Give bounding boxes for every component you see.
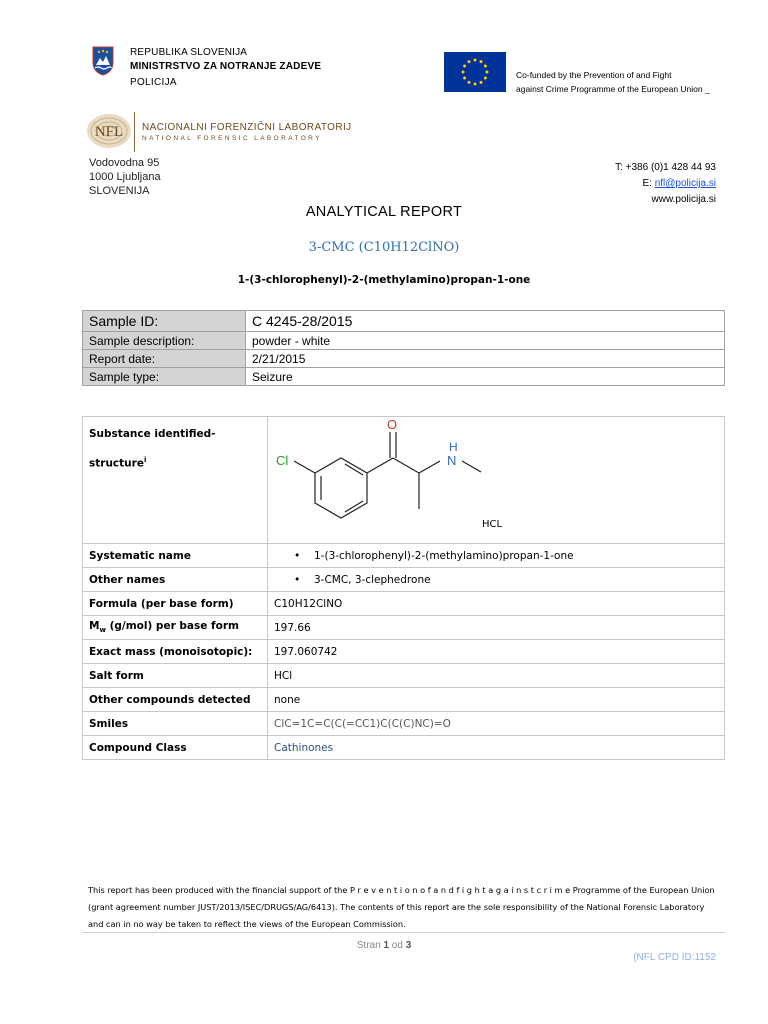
eu-star-icon	[484, 65, 487, 68]
eu-star-icon	[468, 81, 471, 84]
benzene-ring	[315, 458, 367, 518]
structure-key	[83, 417, 268, 544]
sample-id-value: C 4245-28/2015	[246, 311, 725, 332]
salt-form-key: Salt form	[83, 664, 268, 688]
table-row	[83, 568, 725, 592]
oxygen-atom-label: O	[387, 417, 398, 432]
molecular-weight-value: 197.66	[268, 616, 725, 640]
systematic-name-key: Systematic name	[83, 544, 268, 568]
contact-email-prefix: E:	[642, 178, 655, 189]
structure-cell	[268, 417, 725, 544]
mw-key-prefix: M	[89, 620, 100, 633]
eu-star-icon	[468, 60, 471, 63]
page-prefix: Stran	[356, 940, 384, 951]
nfl-logo-text: NFL	[94, 124, 124, 140]
other-names-value: • 3-CMC, 3-clephedrone	[268, 568, 725, 592]
ministry-line-2: MINISTRSTVO ZA NOTRANJE ZADEVE	[130, 61, 322, 72]
disclaimer-part-a: This report has been produced with the financial support of the	[88, 885, 351, 895]
report-date-key: Report date:	[83, 350, 246, 368]
other-names-key: Other names	[83, 568, 268, 592]
disclaimer-part-b: Programme of the European Union (grant agreement number JUST/2013/ISEC/DRUGS/AG/6413). The contents of this report are the sole responsibility of the National Forensic Laboratory and can in no way be taken to reflect the views of the European Commission.	[88, 885, 715, 929]
eu-star-icon	[480, 81, 483, 84]
mw-key-sub: w	[99, 626, 106, 635]
nfl-separator	[134, 112, 135, 152]
other-compounds-key: Other compounds detected	[83, 688, 268, 712]
systematic-name-value: • 1-(3-chlorophenyl)-2-(methylamino)propan-1-one	[268, 544, 725, 568]
molecule-structure-diagram	[268, 417, 724, 539]
contact-web: www.policija.si	[651, 194, 716, 205]
structure-key-part1: Substance identified-	[89, 428, 216, 440]
page-total: 3	[405, 940, 412, 951]
eu-star-icon	[484, 77, 487, 80]
amine-bond	[419, 461, 440, 473]
table-row	[83, 417, 725, 544]
table-row	[83, 736, 725, 760]
eu-star-icon	[474, 83, 477, 86]
eu-star-icon	[486, 71, 489, 74]
table-row	[83, 688, 725, 712]
salt-form-value: HCl	[268, 664, 725, 688]
alpha-carbon-bond	[393, 458, 419, 473]
footer-divider	[82, 932, 725, 933]
table-row	[83, 616, 725, 640]
disclaimer-programme: P r e v e n t i o n o f a n d f i g h t a g a i n s t c r i m e	[350, 885, 571, 895]
hydrogen-atom-label: H	[449, 440, 458, 454]
compound-class-key: Compound Class	[83, 736, 268, 760]
structure-key-part2: structure	[89, 457, 144, 470]
eu-star-icon	[474, 59, 477, 62]
chlorine-bond	[294, 461, 315, 473]
smiles-value: ClC=1C=C(C(=CC1)C(C(C)NC)=O	[268, 712, 725, 736]
smiles-key: Smiles	[83, 712, 268, 736]
funding-disclaimer	[88, 882, 718, 933]
ring-carbonyl-bond	[367, 458, 393, 473]
substance-table	[82, 416, 725, 760]
eu-star-icon	[480, 60, 483, 63]
cpd-id: (NFL CPD ID:1152	[633, 952, 716, 963]
page-current: 1	[383, 940, 389, 951]
other-compounds-value: none	[268, 688, 725, 712]
ministry-line-1: REPUBLIKA SLOVENIJA	[130, 47, 248, 58]
page-mid: od	[389, 940, 406, 951]
nfl-fingerprint-logo	[84, 112, 134, 150]
eu-star-icon	[463, 65, 466, 68]
address-city: 1000 Ljubljana	[89, 171, 161, 183]
molecular-weight-key	[83, 616, 268, 640]
ministry-line-3: POLICIJA	[130, 77, 177, 88]
table-row	[83, 311, 725, 332]
exact-mass-value: 197.060742	[268, 640, 725, 664]
contact-email-row	[615, 176, 716, 192]
nitrogen-atom-label: N	[447, 453, 457, 468]
table-row	[83, 368, 725, 386]
sample-description-key: Sample description:	[83, 332, 246, 350]
table-row	[83, 332, 725, 350]
eu-funding-text	[516, 68, 710, 96]
table-row	[83, 712, 725, 736]
table-row	[83, 640, 725, 664]
compound-title: 3-CMC (C10H12ClNO)	[308, 240, 460, 255]
lab-contact	[615, 160, 716, 208]
slovenia-crest-icon	[92, 46, 114, 76]
nfl-name: NACIONALNI FORENZIČNI LABORATORIJ	[142, 122, 352, 133]
formula-key: Formula (per base form)	[83, 592, 268, 616]
sample-id-key: Sample ID:	[83, 311, 246, 332]
iupac-title: 1-(3-chlorophenyl)-2-(methylamino)propan-1-one	[237, 274, 531, 286]
formula-value: C10H12ClNO	[268, 592, 725, 616]
report-title: ANALYTICAL REPORT	[305, 204, 463, 220]
report-date-value: 2/21/2015	[246, 350, 725, 368]
nfl-name-en: NATIONAL FORENSIC LABORATORY	[142, 135, 322, 142]
compound-class-value: Cathinones	[268, 736, 725, 760]
eu-funding-line-2: against Crime Programme of the European Union _	[516, 84, 710, 94]
sample-type-key: Sample type:	[83, 368, 246, 386]
n-methyl-bond	[462, 461, 481, 472]
table-row	[83, 350, 725, 368]
chlorine-atom-label: Cl	[276, 453, 289, 468]
nfl-name-block	[142, 122, 352, 142]
sample-description-value: powder - white	[246, 332, 725, 350]
address-street: Vodovodna 95	[89, 157, 160, 169]
mw-key-suffix: (g/mol) per base form	[105, 620, 239, 633]
sample-info-table	[82, 310, 725, 386]
eu-funding-line-1: Co-funded by the Prevention of and Fight	[516, 70, 672, 80]
sample-type-value: Seizure	[246, 368, 725, 386]
structure-footnote-mark: i	[143, 456, 147, 464]
exact-mass-key: Exact mass (monoisotopic):	[83, 640, 268, 664]
page-number	[0, 940, 768, 951]
address-country: SLOVENIJA	[89, 185, 150, 197]
contact-email-link[interactable]: nfl@policija.si	[654, 178, 716, 189]
table-row	[83, 664, 725, 688]
eu-star-icon	[462, 71, 465, 74]
table-row	[83, 544, 725, 568]
lab-address	[89, 156, 161, 198]
eu-flag-icon	[444, 52, 506, 92]
salt-label: HCL	[482, 519, 503, 530]
eu-star-icon	[463, 77, 466, 80]
contact-phone: T: +386 (0)1 428 44 93	[615, 162, 716, 173]
ministry-header	[130, 46, 321, 90]
table-row	[83, 592, 725, 616]
